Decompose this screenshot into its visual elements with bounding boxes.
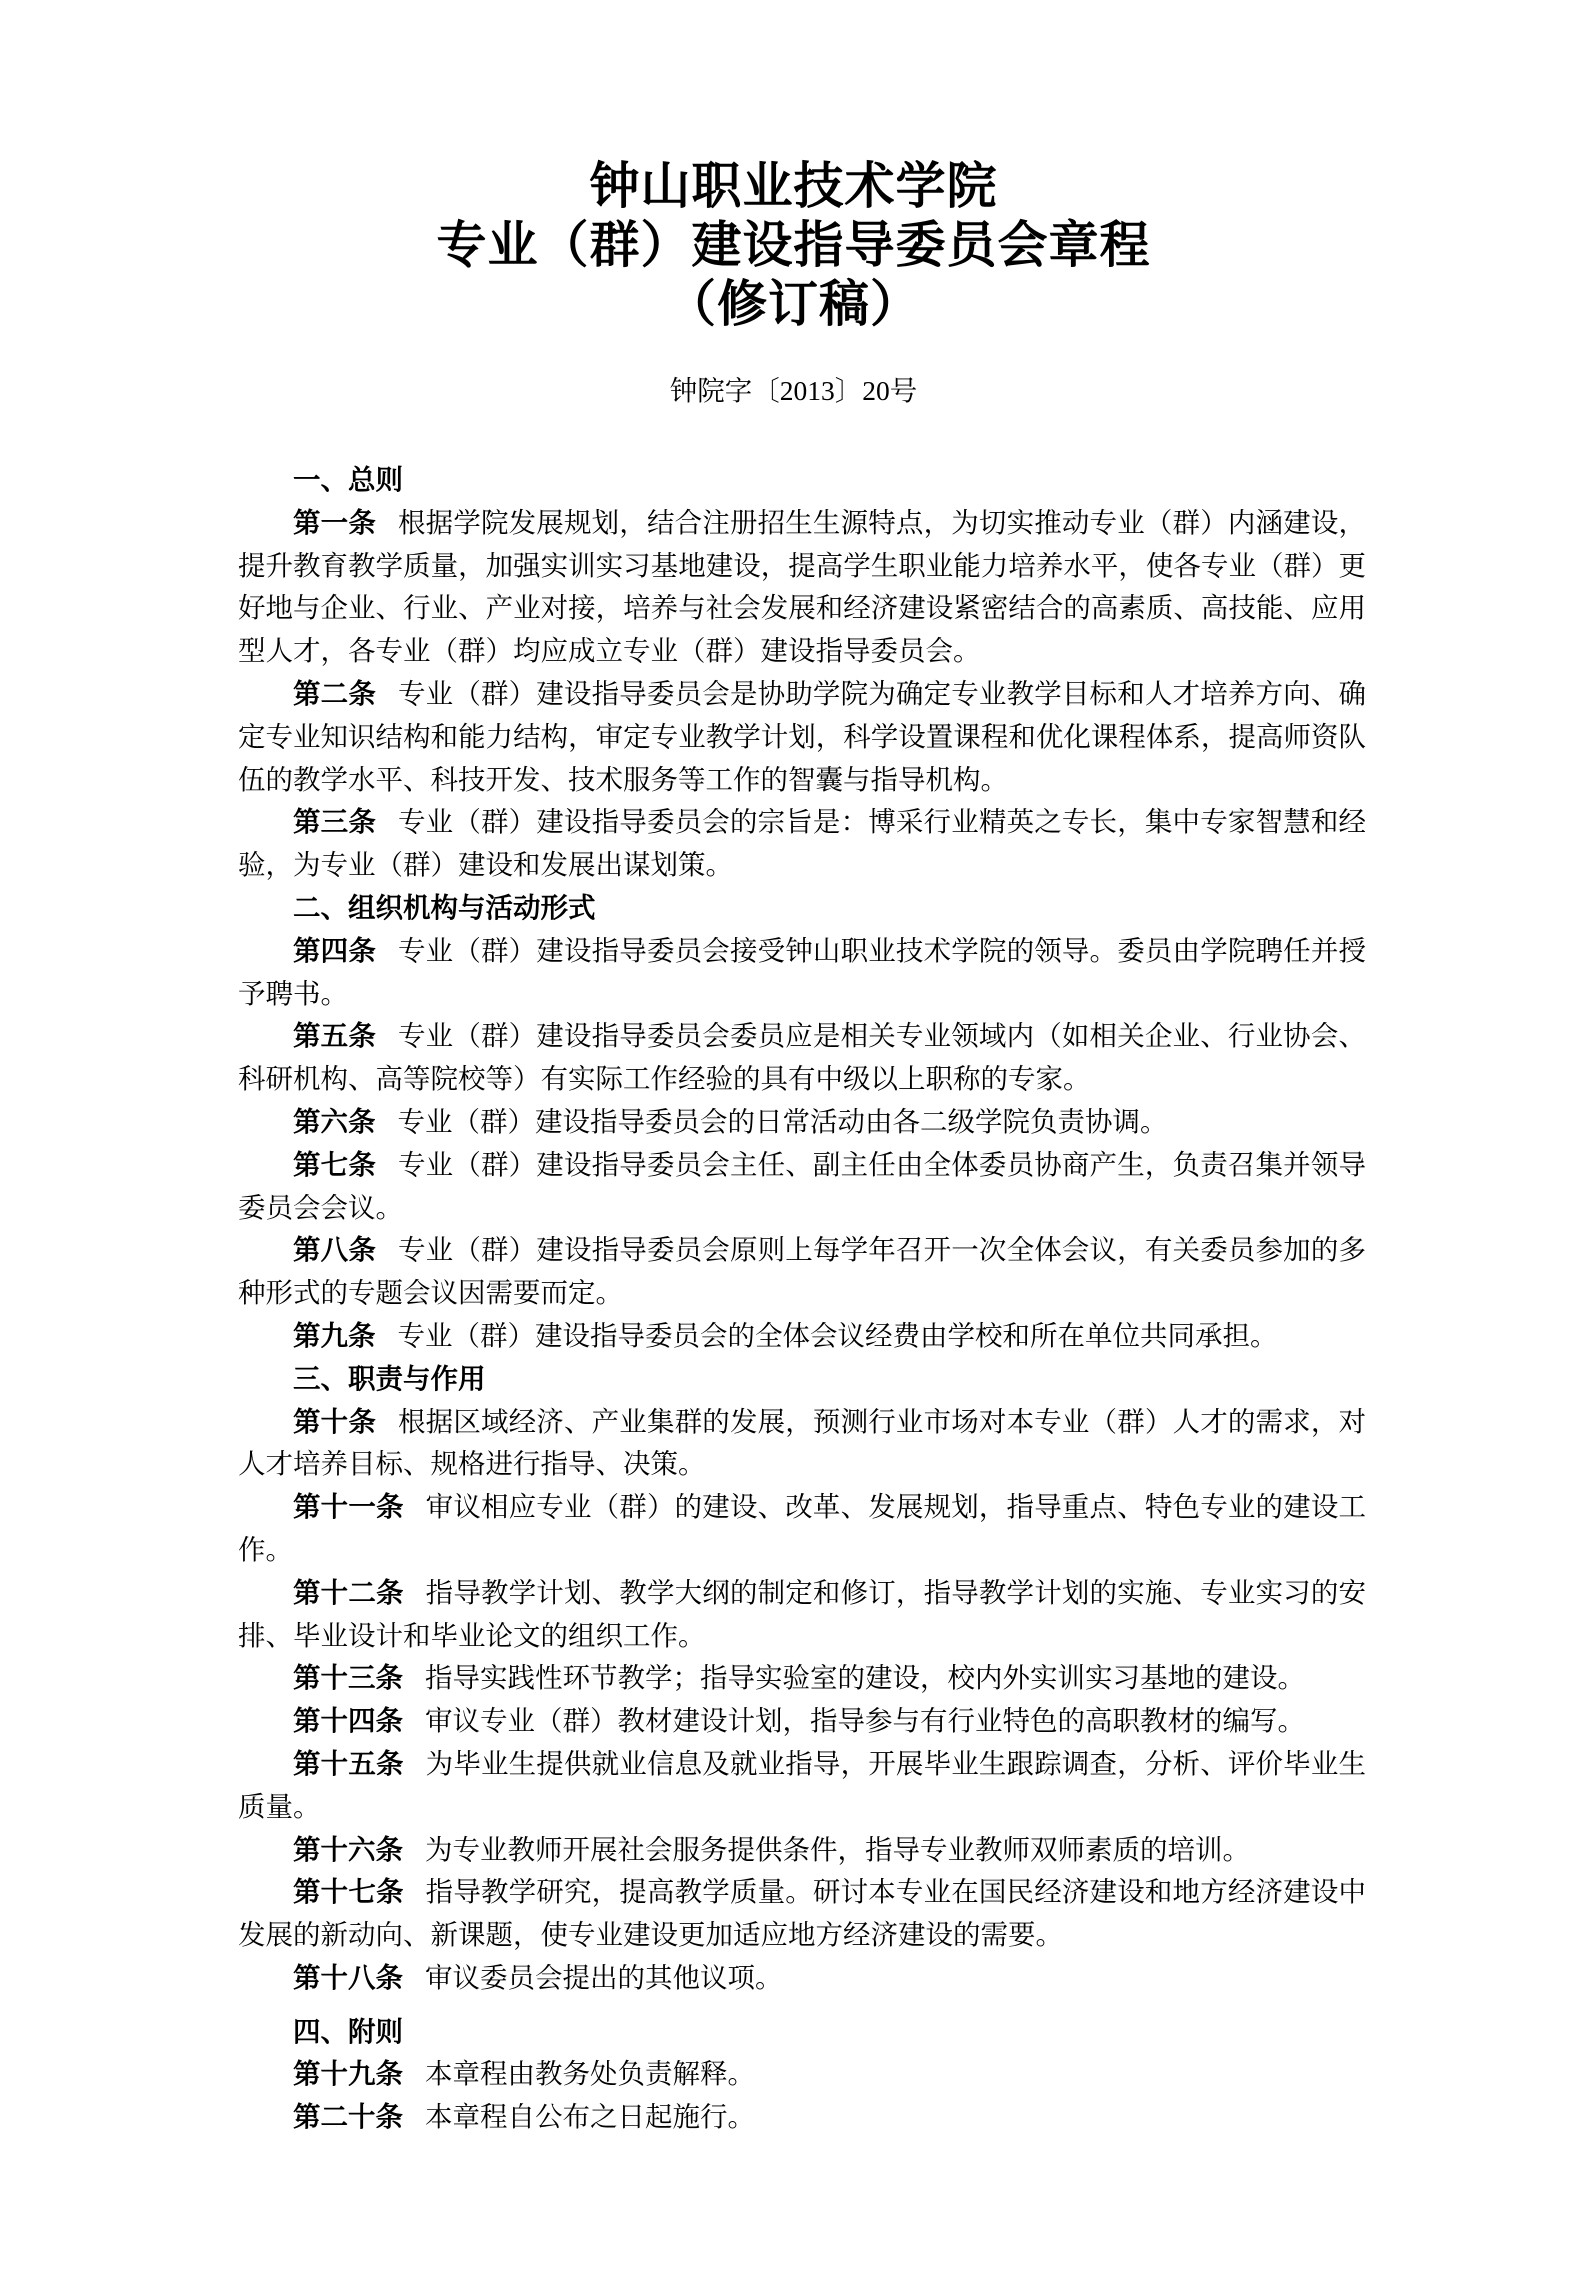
article-paragraph [238, 1572, 1366, 1658]
article-text: 为毕业生提供就业信息及就业指导，开展毕业生跟踪调查，分析、评价毕业生质量。 [238, 1747, 1367, 1822]
article-paragraph [238, 1829, 1366, 1872]
section-heading [238, 887, 1366, 930]
article-text: 专业（群）建设指导委员会是协助学院为确定专业教学目标和人才培养方向、确定专业知识结构和能力结构，审定专业教学计划，科学设置课程和优化课程体系，提高师资队伍的教学水平、科技开发、技术服务等工作的智囊与指导机构。 [238, 677, 1367, 795]
document-title-line-1: 钟山职业技术学院 [589, 158, 998, 214]
section-label: 四、附则 [293, 2015, 403, 2047]
article-text: 专业（群）建设指导委员会原则上每学年召开一次全体会议，有关委员参加的多种形式的专题会议因需要而定。 [238, 1234, 1367, 1309]
article-label: 第七条 [293, 1148, 376, 1180]
section-label: 一、总则 [293, 464, 403, 495]
article-paragraph [238, 502, 1366, 673]
section-heading [238, 459, 1366, 502]
article-paragraph [238, 2096, 1366, 2139]
article-paragraph [238, 1957, 1366, 2000]
article-label: 第九条 [293, 1319, 376, 1351]
article-paragraph [238, 673, 1366, 801]
article-text: 审议相应专业（群）的建设、改革、发展规划，指导重点、特色专业的建设工作。 [238, 1491, 1367, 1565]
article-paragraph [238, 1101, 1366, 1144]
article-label: 第十二条 [293, 1576, 404, 1608]
article-text: 审议专业（群）教材建设计划，指导参与有行业特色的高职教材的编写。 [425, 1705, 1305, 1737]
article-text: 专业（群）建设指导委员会的宗旨是：博采行业精英之专长，集中专家智慧和经验，为专业（群）建设和发展出谋划策。 [238, 806, 1367, 881]
article-label: 第二条 [293, 677, 376, 709]
article-text: 指导教学研究，提高教学质量。研讨本专业在国民经济建设和地方经济建设中发展的新动向、新课题，使专业建设更加适应地方经济建设的需要。 [238, 1876, 1367, 1951]
article-text: 根据学院发展规划，结合注册招生生源特点，为切实推动专业（群）内涵建设，提升教育教学质量，加强实训实习基地建设，提高学生职业能力培养水平，使各专业（群）更好地与企业、行业、产业对接，培养与社会发展和经济建设紧密结合的高素质、高技能、应用型人才，各专业（群）均应成立专业（群）建设指导委员会。 [238, 506, 1367, 667]
article-text: 专业（群）建设指导委员会接受钟山职业技术学院的领导。委员由学院聘任并授予聘书。 [238, 934, 1367, 1009]
article-text: 本章程自公布之日起施行。 [425, 2101, 755, 2133]
article-label: 第十三条 [293, 1662, 403, 1694]
article-text: 指导教学计划、教学大纲的制定和修订，指导教学计划的实施、专业实习的安排、毕业设计和毕业论文的组织工作。 [238, 1576, 1367, 1651]
article-paragraph [238, 1315, 1366, 1358]
article-text: 专业（群）建设指导委员会的全体会议经费由学校和所在单位共同承担。 [397, 1319, 1278, 1351]
article-label: 第一条 [293, 506, 376, 538]
article-label: 第十五条 [293, 1747, 404, 1779]
article-paragraph [238, 1871, 1366, 1957]
article-label: 第十条 [293, 1405, 376, 1437]
article-label: 第八条 [293, 1234, 376, 1266]
article-label: 第四条 [293, 934, 376, 966]
article-label: 第二十条 [293, 2101, 403, 2133]
article-label: 第十七条 [293, 1876, 404, 1908]
document-title-block [0, 0, 1587, 334]
article-text: 指导实践性环节教学；指导实验室的建设，校内外实训实习基地的建设。 [425, 1662, 1305, 1694]
article-paragraph [238, 1657, 1366, 1700]
article-label: 第十一条 [293, 1491, 404, 1523]
article-paragraph [238, 801, 1366, 887]
section-heading [238, 2011, 1366, 2054]
section-heading [238, 1358, 1366, 1401]
article-paragraph [238, 1700, 1366, 1743]
article-label: 第十八条 [293, 1961, 403, 1993]
article-paragraph [238, 1144, 1366, 1230]
article-text: 专业（群）建设指导委员会的日常活动由各二级学院负责协调。 [397, 1105, 1168, 1137]
article-text: 为专业教师开展社会服务提供条件，指导专业教师双师素质的培训。 [425, 1833, 1250, 1865]
document-body [0, 459, 1587, 2139]
document-title-line-3: （修订稿） [666, 276, 921, 332]
article-paragraph [238, 1015, 1366, 1101]
article-label: 第十九条 [293, 2058, 403, 2090]
article-label: 第五条 [293, 1020, 376, 1052]
article-label: 第十六条 [293, 1833, 403, 1865]
article-paragraph [238, 1743, 1366, 1829]
article-label: 第三条 [293, 806, 376, 838]
article-text: 专业（群）建设指导委员会委员应是相关专业领域内（如相关企业、行业协会、科研机构、高等院校等）有实际工作经验的具有中级以上职称的专家。 [238, 1020, 1367, 1095]
document-title-line-2: 专业（群）建设指导委员会章程 [436, 217, 1151, 273]
article-label: 第十四条 [293, 1705, 403, 1737]
doc-number: 钟院字〔2013〕20号 [669, 375, 918, 406]
article-paragraph [238, 1486, 1366, 1572]
article-text: 专业（群）建设指导委员会主任、副主任由全体委员协商产生，负责召集并领导委员会会议。 [238, 1148, 1367, 1223]
article-paragraph [238, 1229, 1366, 1315]
section-label: 三、职责与作用 [293, 1362, 486, 1394]
article-paragraph [238, 1401, 1366, 1487]
article-text: 审议委员会提出的其他议项。 [425, 1961, 783, 1993]
article-paragraph [238, 930, 1366, 1016]
article-text: 根据区域经济、产业集群的发展，预测行业市场对本专业（群）人才的需求，对人才培养目标、规格进行指导、决策。 [238, 1405, 1367, 1480]
section-label: 二、组织机构与活动形式 [293, 891, 596, 923]
article-text: 本章程由教务处负责解释。 [425, 2058, 755, 2090]
article-label: 第六条 [293, 1105, 376, 1137]
article-paragraph [238, 2053, 1366, 2096]
